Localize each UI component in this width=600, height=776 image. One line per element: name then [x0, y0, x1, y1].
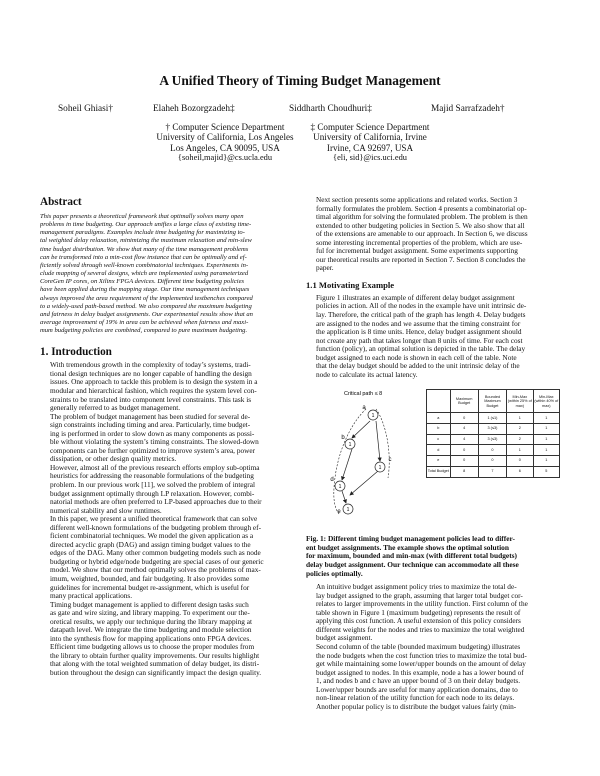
- text-line: timal algorithm for solving the formulated problem. The problem is then: [316, 213, 528, 222]
- table-cell: 0: [507, 456, 533, 467]
- table-cell: 1: [533, 413, 559, 424]
- table-header-cell: Maximum Budget: [450, 390, 478, 413]
- dag-node-e: [337, 504, 353, 515]
- text-line: generally referred to as budget management.: [50, 404, 181, 413]
- table-cell: 1: [533, 434, 559, 445]
- text-line: ing is performed in order to slow down as many components as possi-: [50, 429, 255, 438]
- figure-1: [306, 383, 560, 535]
- table-row-label: a: [427, 413, 451, 424]
- author-name: Elaheh Bozorgzadeh‡: [153, 104, 235, 114]
- table-row: [427, 466, 560, 477]
- paper-title: A Unified Theory of Timing Budget Management: [159, 73, 441, 88]
- text-line: to a widely-used path-based method. We also compared the maximum budgeting: [40, 302, 252, 310]
- text-line: budget assigned to nodes. In this example, node a has a lower bound of: [316, 668, 524, 677]
- table-row-label: e: [427, 456, 451, 467]
- text-line: model. We show that our method optimally solves the problems of max-: [50, 566, 261, 575]
- text-line: extended to other budgeting policies in Section 5. We also show that all: [316, 221, 525, 230]
- text-line: always improved the area requirement of the implemented testbenches compared: [40, 294, 253, 302]
- text-line: straints to be translated into component level constraints. This task is: [50, 395, 252, 404]
- table-cell: 3 (≤3): [478, 434, 506, 445]
- text-line: the library to obtain further quality improvements. Our results highlight: [50, 651, 260, 660]
- table-cell: 2: [507, 424, 533, 435]
- table-cell: 8: [450, 466, 478, 477]
- critical-path-curve: [334, 409, 366, 515]
- paragraph: [40, 601, 294, 678]
- svg-text:e: e: [337, 509, 341, 516]
- text-line: delay budget assignment. Our technique can accommodate all these: [306, 561, 519, 570]
- svg-text:a: a: [362, 405, 366, 412]
- text-line: An intuitive budget assignment policy tries to maximize the total de-: [316, 583, 517, 592]
- text-line: oretical results, we apply our technique during the library mapping at: [50, 617, 253, 626]
- table-header-cell: Min-Max (within 40% of max): [533, 390, 559, 413]
- affiliation-city: Irvine, CA 92697, USA: [326, 142, 414, 153]
- text-line: clude mapping of several designs, which are implemented using parameterized: [40, 270, 249, 278]
- text-line: mum budgeting policies are combined, compared to pure maximum budgeting.: [40, 327, 248, 335]
- text-line: tal weighted delay relaxation, minimizing the maximum relaxation and min-slew: [40, 237, 252, 245]
- text-line: problem. In our previous work [11], we solved the problem of integral: [50, 481, 256, 489]
- svg-text:1: 1: [348, 442, 352, 449]
- table-cell: 0: [478, 456, 506, 467]
- text-line: management paradigms. Examples include time budgeting for maximizing to-: [40, 229, 245, 237]
- table-row: [427, 445, 560, 456]
- text-line: relates to larger improvements in the utility function. First column of the: [316, 600, 528, 609]
- text-line: have been applied during the mapping stage. Our time management techniques: [40, 286, 250, 294]
- text-line: the application is 8 time units. Hence, delay budget assignment should: [316, 328, 522, 337]
- text-line: as gate and wire sizing, and library mapping. To experiment our the-: [50, 609, 250, 618]
- text-line: the node budgets when the cost function tries to maximize the total bud-: [316, 651, 527, 660]
- svg-text:c: c: [388, 457, 392, 464]
- affiliation-univ: University of California, Irvine: [313, 132, 427, 143]
- text-line: average improvement of 19% in area can be achieved when fairness and maxi-: [40, 319, 249, 327]
- text-line: Timing budget management is applied to different design tasks such: [50, 600, 249, 609]
- affiliation-dept: † Computer Science Department: [165, 122, 285, 132]
- paragraph: [40, 464, 294, 515]
- author-list: [0, 104, 600, 118]
- dag-node-a: [362, 405, 378, 420]
- text-line: into the synthesis flow for mapping applications onto FPGA devices.: [50, 634, 252, 643]
- text-line: applying this cost function. A useful extension of this policy considers: [316, 617, 521, 626]
- text-line: lay. Therefore, the critical path of the graph has length 4. Delay budgets: [316, 311, 526, 320]
- text-line: get while maintaining some lower/upper bounds on the amount of delay: [316, 660, 526, 669]
- text-line: are assigned to the nodes and we assume that the timing constraint for: [316, 319, 521, 328]
- affiliation-email: {eli, sid}@ics.uci.edu: [333, 153, 407, 163]
- text-line: issues. One approach to tackle this problem is to design the system in a: [50, 378, 258, 387]
- budget-table: [426, 389, 560, 477]
- table-cell: 6: [507, 466, 533, 477]
- text-line: time budget distribution. We show that many of the time management problems: [40, 245, 249, 253]
- table-row: [427, 424, 560, 435]
- policy-discussion-text: [306, 583, 560, 711]
- text-line: budget assigned to each node is shown in each cell of the table. Note: [316, 353, 517, 362]
- text-line: ent budget assignments. The example shows the optimal solution: [306, 543, 509, 552]
- text-line: ful for incremental budget assignment. Some experiments supporting: [316, 247, 518, 256]
- text-line: natorial methods are often preferred to LP-based approaches due to their: [50, 498, 262, 507]
- text-line: The problem of budget management has been studied for several de-: [50, 412, 251, 421]
- text-line: our theoretical results are reported in Section 7. Section 8 concludes the: [316, 255, 526, 264]
- table-cell: 5: [533, 466, 559, 477]
- caption-text: [306, 535, 560, 578]
- dag-edge: [376, 421, 380, 461]
- text-line: heuristics for addressing the reasonable formulations of the budgeting: [50, 472, 254, 481]
- author-name: Majid Sarrafzadeh†: [431, 104, 505, 114]
- table-row-label: b: [427, 424, 451, 435]
- text-line: budget assignment optimally through LP relaxation. However, combi-: [50, 489, 255, 498]
- text-line: that along with the total weighted summation of delay budget, its distri-: [50, 660, 260, 669]
- table-cell: 1: [507, 413, 533, 424]
- text-line: Figure 1 illustrates an example of different delay budget assignment: [316, 293, 515, 302]
- right-column: [306, 196, 560, 711]
- text-line: and fairness in delay budget assignments. Our experimental results show that an: [40, 310, 253, 318]
- text-line: Lower/upper bounds are useful for many application domains, due to: [316, 685, 518, 694]
- text-line: that the delay budget should be added to the unit intrinsic delay of the: [316, 362, 520, 371]
- text-line: budgeting or hybrid edge/node budgeting are special cases of our generic: [50, 557, 264, 566]
- dag-diagram: [306, 383, 426, 533]
- table-cell: 0: [450, 445, 478, 456]
- table-cell: 1: [533, 445, 559, 456]
- text-line: Efficient time budgeting allows us to choose the proper modules from: [50, 643, 255, 652]
- text-line: modular and hierarchical fashion, which requires the system level con-: [50, 386, 257, 395]
- motivating-heading: 1.1 Motivating Example: [306, 279, 395, 290]
- svg-text:1: 1: [338, 484, 342, 491]
- text-line: not create any path that takes longer than 8 units of time. For each cost: [316, 336, 523, 345]
- section-overview-text: [306, 196, 560, 273]
- table-row-label: d: [427, 445, 451, 456]
- text-line: different well-known formulations of the budgeting problem through ef-: [50, 523, 262, 532]
- svg-text:1: 1: [371, 413, 375, 420]
- table-cell: 1: [533, 424, 559, 435]
- paragraph: [306, 583, 560, 643]
- paragraph: [40, 361, 294, 412]
- table-cell: 2: [507, 434, 533, 445]
- svg-text:1: 1: [378, 465, 382, 472]
- author-name: Soheil Ghiasi†: [58, 104, 114, 114]
- text-line: Another popular policy is to distribute the budget values fairly (min-: [316, 702, 517, 711]
- dag-edge: [342, 449, 352, 480]
- text-line: different weights for the nodes and tries to maximize the total weighted: [316, 625, 525, 634]
- table-cell: 1: [507, 445, 533, 456]
- left-column: [40, 196, 294, 678]
- table-row: [427, 413, 560, 424]
- svg-text:1: 1: [346, 507, 350, 514]
- text-line: dissipation, or other design quality metrics.: [50, 455, 177, 464]
- affiliation-uci: [300, 122, 440, 164]
- intro-text: [40, 361, 294, 677]
- abstract-text: [40, 213, 294, 335]
- text-line: edges of the DAG. Many other common budgeting models such as node: [50, 549, 261, 558]
- paragraph: [306, 643, 560, 703]
- text-line: can be transformed into a min-cost flow instance that can be optimally and ef-: [40, 253, 247, 261]
- paragraph: [40, 515, 294, 600]
- svg-text:d: d: [330, 477, 334, 484]
- paragraph: [40, 413, 294, 464]
- text-line: ficient combinatorial techniques. We model the given application as a: [50, 532, 254, 541]
- table-cell: 7: [478, 466, 506, 477]
- table-cell: 4: [450, 434, 478, 445]
- paragraph: [306, 703, 560, 712]
- table-cell: 0: [450, 413, 478, 424]
- table-cell: 1 (≤1): [478, 413, 506, 424]
- text-line: of the extensions are amenable to our approach. In Section 6, we discuss: [316, 230, 528, 239]
- table-cell: 4: [450, 424, 478, 435]
- critical-path-label: Critical path ≤ 8: [344, 391, 383, 398]
- affiliation-univ: University of California, Los Angeles: [156, 132, 294, 143]
- motivating-text: [306, 294, 560, 379]
- affiliation-ucla: [140, 122, 310, 164]
- text-line: Second column of the table (bounded maximum budgeting) illustrates: [316, 642, 521, 651]
- text-line: numerical stability and slow runtimes.: [50, 506, 162, 515]
- text-line: 1, and nodes b and c have an upper bound of 3 on their delay budgets.: [316, 677, 521, 686]
- text-line: policies optimally.: [306, 569, 363, 578]
- text-line: many practical applications.: [50, 592, 133, 601]
- text-line: problems in time budgeting. Our approach unifies a large class of existing time-: [40, 221, 252, 229]
- text-line: paper.: [316, 264, 334, 273]
- text-line: for maximum, bounded and min-max (with different total budgets): [306, 552, 517, 561]
- table-cell: 3 (≤3): [478, 424, 506, 435]
- budget-table-header: [427, 390, 560, 413]
- text-line: CoreGen IP cores, on Xilinx FPGA devices. Different time budgeting policies: [40, 278, 245, 286]
- text-line: datapath level. We integrate the time budgeting and module selection: [50, 626, 252, 635]
- svg-text:b: b: [341, 435, 345, 442]
- text-line: policies in action. All of the nodes in the example have unit intrinsic de-: [316, 302, 527, 311]
- text-line: directed acyclic graph (DAG) and assign timing budget values to the: [50, 540, 251, 549]
- affiliation-city: Los Angeles, CA 90095, USA: [170, 142, 280, 153]
- text-line: ficiently solved through well-known combinatorial techniques. Experiments in-: [40, 261, 249, 269]
- text-line: With tremendous growth in the complexity of today’s systems, tradi-: [50, 361, 251, 370]
- text-line: However, almost all of the previous research efforts employ sub-optima: [50, 463, 260, 472]
- author-name: Siddharth Choudhuri‡: [289, 104, 372, 114]
- text-line: In this paper, we present a unified theoretical framework that can solve: [50, 515, 258, 524]
- text-line: formally formulates the problem. Section 4 presents a combinatorial op-: [316, 204, 527, 213]
- table-cell: 0: [450, 456, 478, 467]
- text-line: This paper presents a theoretical framework that optimally solves many open: [40, 213, 244, 220]
- dag-edge: [352, 421, 370, 438]
- intro-heading: 1. Introduction: [40, 346, 112, 359]
- text-line: lay budget assigned to the graph, assuming that larger total budget cor-: [316, 591, 523, 600]
- affiliation-email: {soheil,majid}@cs.ucla.edu: [177, 153, 273, 163]
- text-line: ble without violating the system’s timing constraints. The slowed-down: [50, 438, 259, 447]
- text-line: some interesting incremental properties of the problem, which are use-: [316, 238, 523, 247]
- table-cell: 0: [478, 445, 506, 456]
- dag-edge: [342, 491, 346, 503]
- table-row: [427, 434, 560, 445]
- text-line: Next section presents some applications and related works. Section 3: [316, 196, 518, 204]
- text-line: budget assignment.: [316, 634, 373, 643]
- table-row-label: c: [427, 434, 451, 445]
- table-row: [427, 456, 560, 467]
- table-row-label: Total Budget: [427, 466, 451, 477]
- text-line: tional design techniques are no longer capable of handling the design: [50, 369, 252, 378]
- table-header-cell: Min-Max (within 25% of max): [507, 390, 533, 413]
- text-line: non-linear relation of the utility function for each node to its delays.: [316, 694, 515, 703]
- text-line: Fig. 1: Different timing budget management policies lead to differ-: [306, 535, 515, 544]
- text-line: table shown in Figure 1 (maximum budgeting) represents the result of: [316, 608, 521, 617]
- abstract-heading: Abstract: [40, 196, 82, 208]
- table-corner: [427, 390, 451, 413]
- affiliation-dept: ‡ Computer Science Department: [310, 122, 430, 132]
- dag-node-d: [330, 477, 345, 491]
- figure-caption: [306, 535, 560, 578]
- dag-edge: [350, 471, 378, 495]
- text-line: guidelines for incremental budget re-assignment, which is useful for: [50, 583, 250, 592]
- text-line: node to calculate its actual latency.: [316, 370, 418, 379]
- text-line: bution throughout the design can significantly impact the design quality.: [50, 669, 262, 678]
- table-cell: 1: [533, 456, 559, 467]
- table-header-cell: Bounded Maximum Budget: [478, 390, 506, 413]
- text-line: sign constraints including timing and area. Particularly, time budget-: [50, 421, 251, 430]
- text-line: imum, weighted, bounded, and fair budgeting. It also provides some: [50, 575, 250, 584]
- text-line: function (policy), an optimal solution is depicted in the table. The delay: [316, 345, 526, 354]
- text-line: components can be further optimized to improve system’s area, power: [50, 446, 256, 455]
